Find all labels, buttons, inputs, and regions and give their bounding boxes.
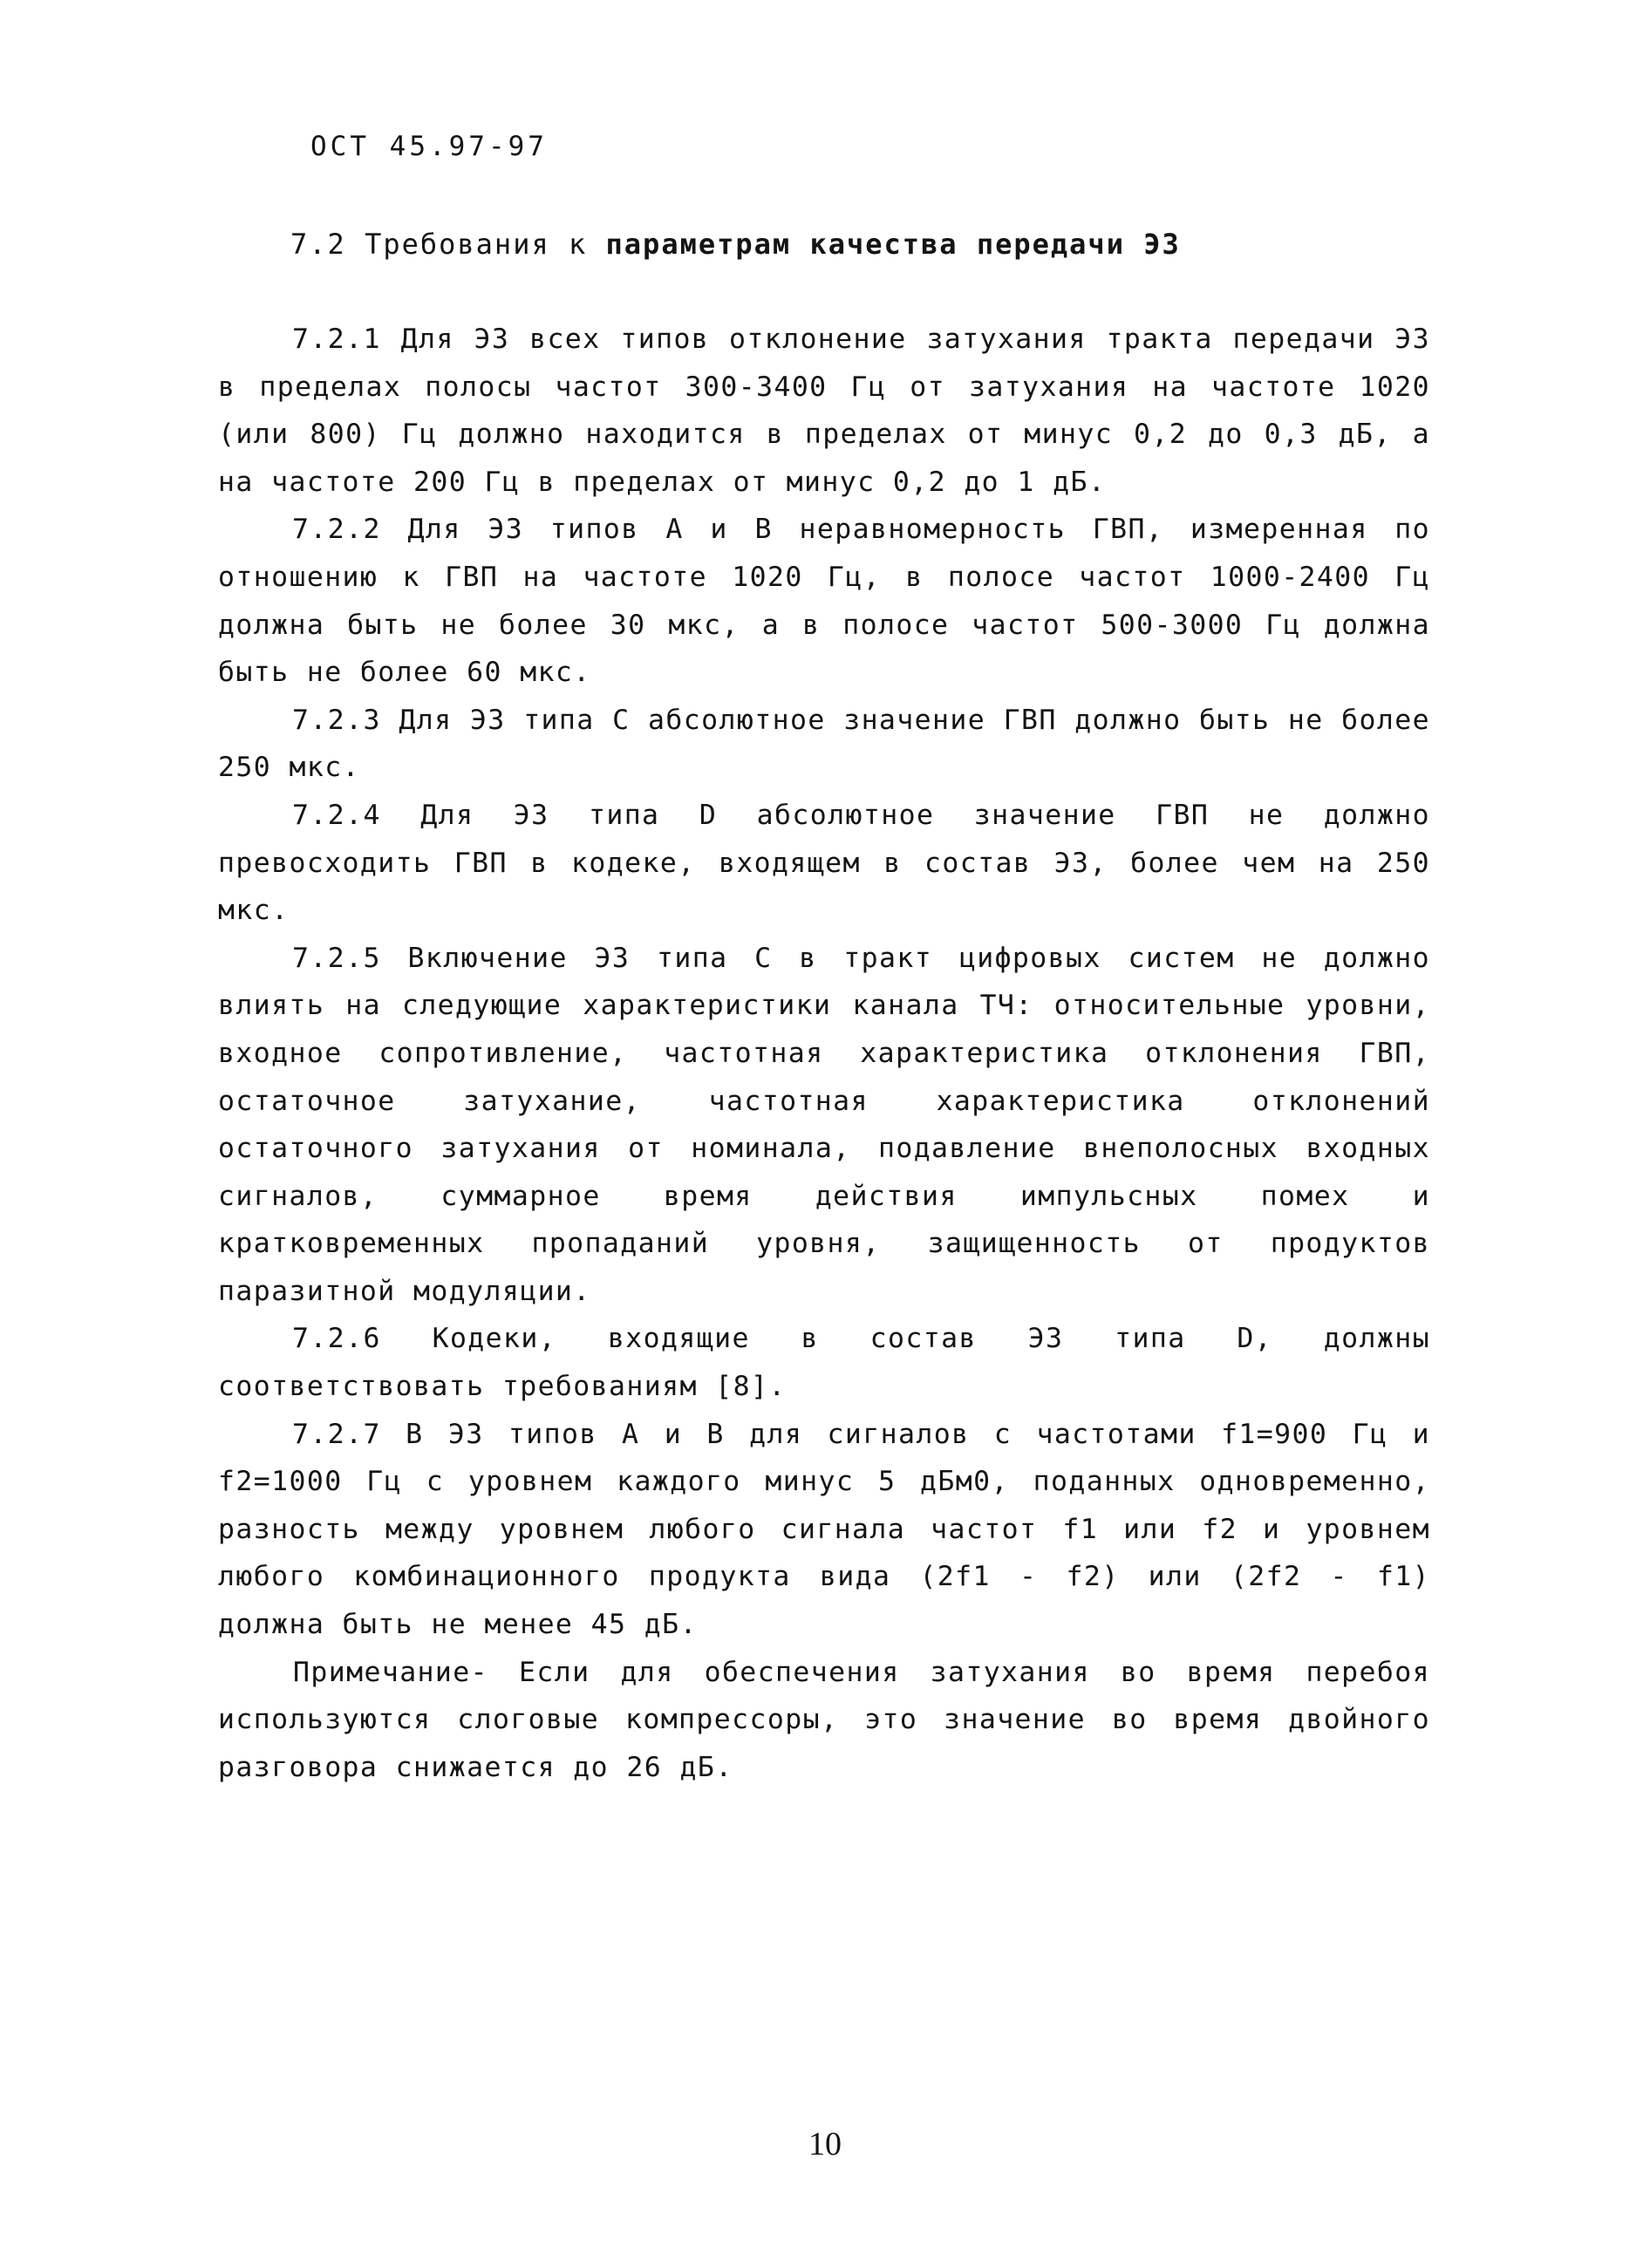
document-code: ОСТ 45.97-97 — [310, 131, 548, 162]
note-paragraph: Примечание- Если для обеспечения затухания во время перебоя используются слоговые компрессоры, это значение во время двойного разговора снижается до 26 дБ. — [218, 1656, 1430, 1783]
paragraph-7-2-4: 7.2.4 Для ЭЗ типа D абсолютное значение ГВП не должно превосходить ГВП в кодеке, входящем в состав ЭЗ, более чем на 250 мкс. — [218, 799, 1430, 927]
paragraph-7-2-5: 7.2.5 Включение ЭЗ типа C в тракт цифровых систем не должно влиять на следующие характеристики канала ТЧ: относительные уровни, входное сопротивление, частотная характеристика отклонения ГВП, остаточное затухание, частотная характеристика отклонений остаточного затухания от номинала, подавление внеполосных входных сигналов, суммарное время действия импульсных помех и кратковременных пропаданий уровня, защищенность от продуктов паразитной модуляции. — [218, 942, 1430, 1307]
section-heading — [290, 225, 1181, 263]
paragraph-7-2-1: 7.2.1 Для ЭЗ всех типов отклонение затухания тракта передачи ЭЗ в пределах полосы частот 300-3400 Гц от затухания на частоте 1020 (или 800) Гц должно находится в пределах от минус 0,2 до 0,3 дБ, а на частоте 200 Гц в пределах от минус 0,2 до 1 дБ. — [218, 324, 1430, 498]
section-heading-bold: параметрам качества передачи ЭЗ — [605, 228, 1181, 261]
body-text — [218, 316, 1430, 1791]
paragraph-7-2-7: 7.2.7 В ЭЗ типов A и B для сигналов с частотами f1=900 Гц и f2=1000 Гц с уровнем каждого минус 5 дБм0, поданных одновременно, разность между уровнем любого сигнала частот f1 или f2 и уровнем любого комбинационного продукта вида (2f1 - f2) или (2f2 - f1) должна быть не менее 45 дБ. — [218, 1418, 1430, 1641]
paragraph-7-2-3: 7.2.3 Для ЭЗ типа C абсолютное значение ГВП должно быть не более 250 мкс. — [218, 704, 1430, 784]
page-number: 10 — [808, 2126, 842, 2162]
paragraph-7-2-2: 7.2.2 Для ЭЗ типов A и B неравномерность ГВП, измеренная по отношению к ГВП на частоте 1020 Гц, в полосе частот 1000-2400 Гц должна быть не более 30 мкс, а в полосе частот 500-3000 Гц должна быть не более 60 мкс. — [218, 514, 1430, 689]
paragraph-7-2-6: 7.2.6 Кодеки, входящие в состав ЭЗ типа D, должны соответствовать требованиям [8]. — [218, 1323, 1430, 1403]
section-heading-plain: 7.2 Требования к — [290, 228, 606, 261]
